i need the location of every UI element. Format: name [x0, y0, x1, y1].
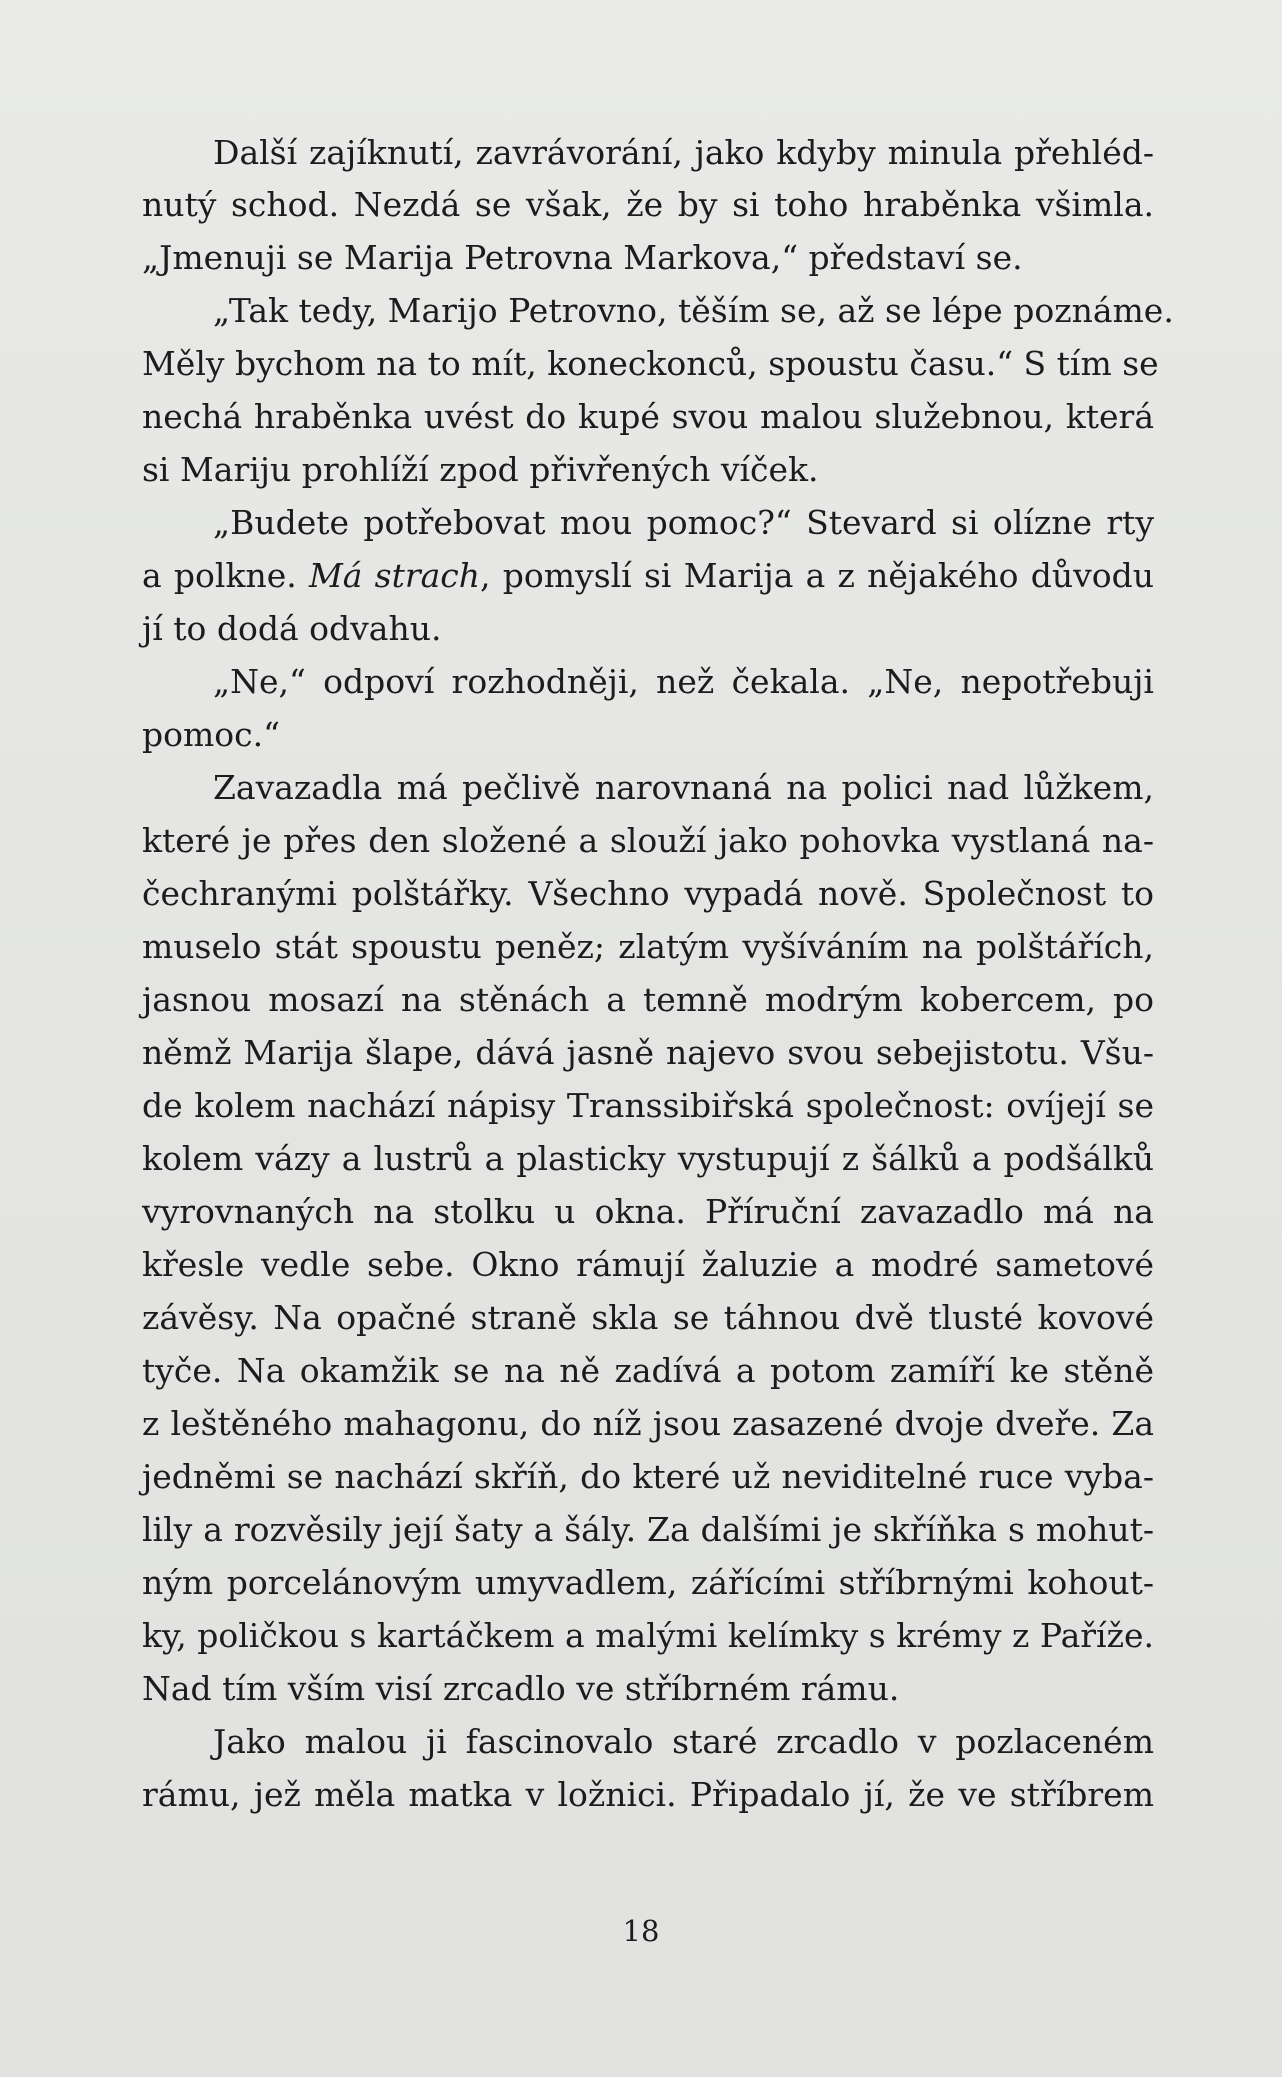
text-line: ky, poličkou s kartáčkem a malými kelímky s krémy z Paříže. — [142, 1616, 1154, 1655]
text-line: Měly bychom na to mít, koneckonců, spoustu času.“ S tím se — [142, 344, 1159, 383]
text-line: nutý schod. Nezdá se však, že by si toho hraběnka všimla. — [142, 185, 1154, 224]
text-line: čechranými polštářky. Všechno vypadá nově. Společnost to — [142, 874, 1154, 913]
text-line: které je přes den složené a slouží jako pohovka vystlaná na- — [142, 821, 1154, 860]
text-line: jedněmi se nachází skříň, do které už neviditelné ruce vyba- — [142, 1457, 1154, 1496]
text-line: rámu, jež měla matka v ložnici. Připadalo jí, že ve stříbrem — [142, 1775, 1154, 1814]
text-line: vyrovnaných na stolku u okna. Příruční zavazadlo má na — [142, 1192, 1154, 1231]
text-line: křesle vedle sebe. Okno rámují žaluzie a modré sametové — [142, 1245, 1154, 1284]
text-line: si Mariju prohlíží zpod přivřených víček. — [142, 450, 819, 489]
text-line: Zavazadla má pečlivě narovnaná na polici nad lůžkem, — [213, 768, 1154, 807]
text-line: Jako malou ji fascinovalo staré zrcadlo v pozlaceném — [213, 1722, 1154, 1761]
text-line: Další zajíknutí, zavrávorání, jako kdyby minula přehléd- — [213, 133, 1154, 172]
text-line: „Tak tedy, Marijo Petrovno, těším se, až se lépe poznáme. — [213, 291, 1174, 330]
text-line: kolem vázy a lustrů a plasticky vystupují z šálků a podšálků — [142, 1139, 1154, 1178]
text-line: „Ne,“ odpoví rozhodněji, než čekala. „Ne, nepotřebuji — [213, 662, 1154, 701]
text-line: lily a rozvěsily její šaty a šály. Za dalšími je skříňka s mohut- — [142, 1510, 1154, 1549]
text-line: z leštěného mahagonu, do níž jsou zasazené dvoje dveře. Za — [142, 1404, 1154, 1443]
italic-phrase: Má strach — [308, 556, 481, 595]
text-line: pomoc.“ — [142, 715, 280, 754]
text-line: de kolem nachází nápisy Transsibiřská společnost: ovíjejí se — [142, 1086, 1154, 1125]
text-line: tyče. Na okamžik se na ně zadívá a potom zamíří ke stěně — [142, 1351, 1154, 1390]
text-line: „Jmenuji se Marija Petrovna Markova,“ představí se. — [142, 238, 1023, 277]
text-line — [142, 551, 1154, 601]
text-line: nechá hraběnka uvést do kupé svou malou služebnou, která — [142, 397, 1154, 436]
text-line: němž Marija šlape, dává jasně najevo svou sebejistotu. Všu- — [142, 1033, 1154, 1072]
text-segment: a polkne. — [142, 556, 309, 595]
text-line: „Budete potřebovat mou pomoc?“ Stevard si olízne rty — [213, 503, 1154, 542]
text-line: ným porcelánovým umyvadlem, zářícími stříbrnými kohout- — [142, 1563, 1154, 1602]
text-line: Nad tím vším visí zrcadlo ve stříbrném rámu. — [142, 1669, 900, 1708]
text-segment: , pomyslí si Marija a z nějakého důvodu — [480, 556, 1154, 595]
text-line: muselo stát spoustu peněz; zlatým vyšíváním na polštářích, — [142, 927, 1154, 966]
text-line: jí to dodá odvahu. — [142, 609, 442, 648]
text-line: jasnou mosazí na stěnách a temně modrým kobercem, po — [142, 980, 1154, 1019]
text-line: závěsy. Na opačné straně skla se táhnou dvě tlusté kovové — [142, 1298, 1154, 1337]
page-number: 18 — [622, 1914, 660, 1948]
